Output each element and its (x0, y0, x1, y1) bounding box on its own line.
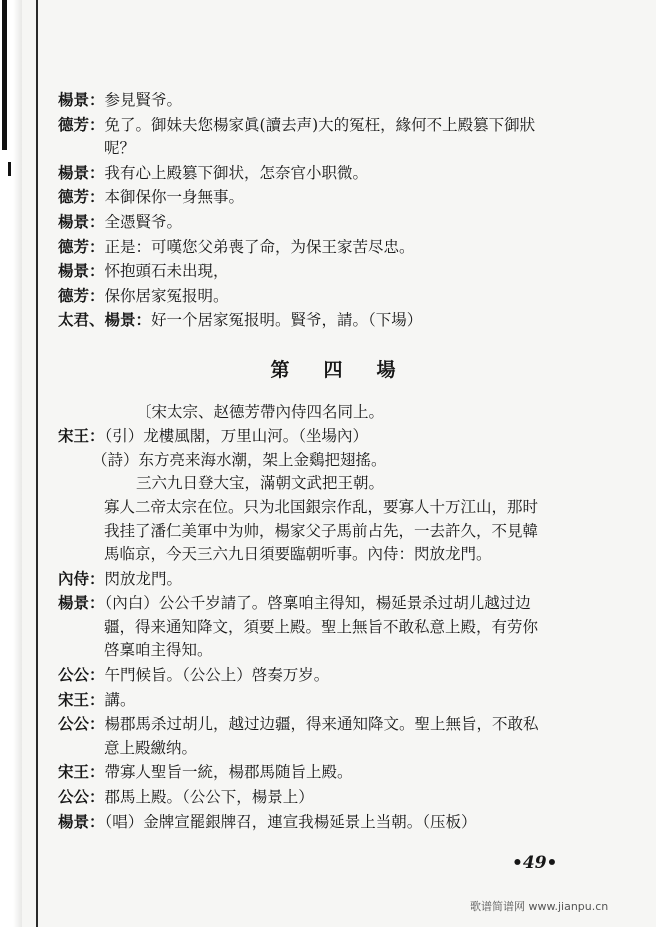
dialogue-line (58, 760, 606, 785)
dialogue-line (58, 785, 606, 810)
speaker-name: 公公： (58, 714, 105, 734)
line-text: 本御保你一身無事。 (104, 188, 245, 207)
dialogue-line (58, 496, 606, 520)
line-text: 免了。御妹夫您楊家眞(讀去声)大的冤枉，緣何不上殿篡下御狀 (104, 115, 536, 134)
speaker-name: 宋王： (58, 762, 105, 782)
speaker-name: 楊景： (58, 811, 105, 831)
dialogue-line (58, 401, 606, 425)
book-spine-shadow (0, 0, 22, 927)
dialogue-line (58, 737, 606, 761)
speaker-name: 公公： (58, 665, 105, 685)
speaker-name: 內侍： (58, 568, 105, 588)
speaker-name: 楊景： (58, 261, 105, 281)
line-text: 我有心上殿篡下御状，怎奈官小职微。 (104, 163, 369, 182)
dialogue-line (58, 472, 606, 496)
line-text: 正是：可嘆您父弟喪了命，为保王家苦尽忠。 (104, 237, 415, 256)
line-text: 参見賢爷。 (104, 91, 183, 109)
speaker-name: 楊景： (58, 593, 105, 613)
dialogue-line (58, 712, 606, 737)
dialogue-line (58, 424, 606, 449)
dialogue-line (58, 520, 606, 544)
line-text: 馬临京，今天三六九日須要臨朝听事。內侍：閃放龙門。 (104, 545, 492, 564)
dialogue-line (58, 88, 606, 113)
line-text: 我挂了潘仁美軍中为帅，楊家父子馬前占先，一去許久，不見韓 (104, 521, 539, 540)
line-text: （唱）金牌宣罷銀牌召，連宣我楊延景上当朝。（压板） (104, 812, 477, 831)
speaker-name: 宋王： (58, 426, 105, 446)
dialogue-line (58, 639, 606, 663)
dialogue-line (58, 591, 606, 616)
line-text: 意上殿繳纳。 (104, 738, 198, 757)
line-text: 郡馬上殿。（公公下，楊景上） (104, 788, 314, 807)
line-text: 楊郡馬杀过胡儿，越过边疆，得来通知降文。聖上無旨，不敢私 (104, 715, 539, 734)
spine-binding-mark (2, 0, 7, 150)
dialogue-line (58, 543, 606, 567)
speaker-name: 公公： (58, 787, 105, 807)
dialogue-line (58, 113, 606, 138)
watermark-text: 歌谱简谱网 www.jianpu.cn (470, 900, 609, 913)
line-text: 呢？ (104, 139, 136, 158)
line-text: 好一个居家冤报明。賢爷，請。（下場） (151, 311, 423, 330)
dialogue-line (58, 616, 606, 640)
gutter-line (36, 0, 38, 927)
dialogue-line (58, 259, 606, 284)
dialogue-line (58, 567, 606, 592)
dialogue-line (58, 663, 606, 688)
line-text: 啓稟咱主得知。 (104, 641, 213, 660)
line-text: 〔宋太宗、赵德芳帶內侍四名同上。 (136, 402, 385, 421)
speaker-name: 德芳： (58, 187, 105, 207)
speaker-name: 楊景： (58, 162, 105, 182)
line-text: （詩）东方亮来海水潮，架上金鷄把翅搖。 (92, 450, 387, 469)
scene-title: 第四場 (270, 358, 430, 381)
dialogue-line (58, 137, 606, 161)
line-text: （內白）公公千岁請了。啓稟咱主得知，楊延景杀过胡儿越过边 (104, 594, 531, 613)
dialogue-block-bottom (58, 401, 606, 835)
line-text: 午門候旨。（公公上）啓奏万岁。 (104, 666, 330, 685)
line-text: 保你居家冤报明。 (104, 286, 229, 305)
line-text: 帶寡人聖旨一統，楊郡馬随旨上殿。 (104, 763, 353, 782)
page-number: •49• (512, 853, 558, 873)
line-text: 講。 (104, 690, 136, 709)
dialogue-line (58, 449, 606, 473)
dialogue-line (58, 688, 606, 713)
dialogue-line (58, 284, 606, 309)
line-text: 全憑賢爷。 (104, 212, 183, 231)
line-text: 閃放龙門。 (104, 569, 183, 588)
line-text: 疆，得来通知降文，須要上殿。聖上無旨不敢私意上殿，有劳你 (104, 617, 539, 636)
line-text: 三六九日登大宝，滿朝文武把王朝。 (136, 474, 385, 493)
line-text: 怀抱頭石未出現， (104, 262, 229, 281)
speaker-name: 楊景： (58, 90, 105, 109)
dialogue-line (58, 161, 606, 186)
line-text: （引）龙樓風閣，万里山河。（坐場內） (104, 427, 369, 446)
dialogue-line (58, 308, 606, 333)
speaker-name: 德芳： (58, 285, 105, 305)
dialogue-line (58, 810, 606, 835)
line-text: 寡人二帝太宗在位。只为北国銀宗作乱，要寡人十万江山，那时 (104, 497, 539, 516)
speaker-name: 德芳： (58, 114, 105, 134)
dialogue-block-top (58, 88, 606, 333)
speaker-name: 宋王： (58, 689, 105, 709)
speaker-name: 德芳： (58, 236, 105, 256)
dialogue-line (58, 235, 606, 260)
speaker-name: 太君、楊景： (58, 310, 152, 330)
script-page (58, 88, 606, 834)
dialogue-line (58, 185, 606, 210)
spine-binding-mark (8, 162, 11, 176)
speaker-name: 楊景： (58, 211, 105, 231)
dialogue-line (58, 210, 606, 235)
